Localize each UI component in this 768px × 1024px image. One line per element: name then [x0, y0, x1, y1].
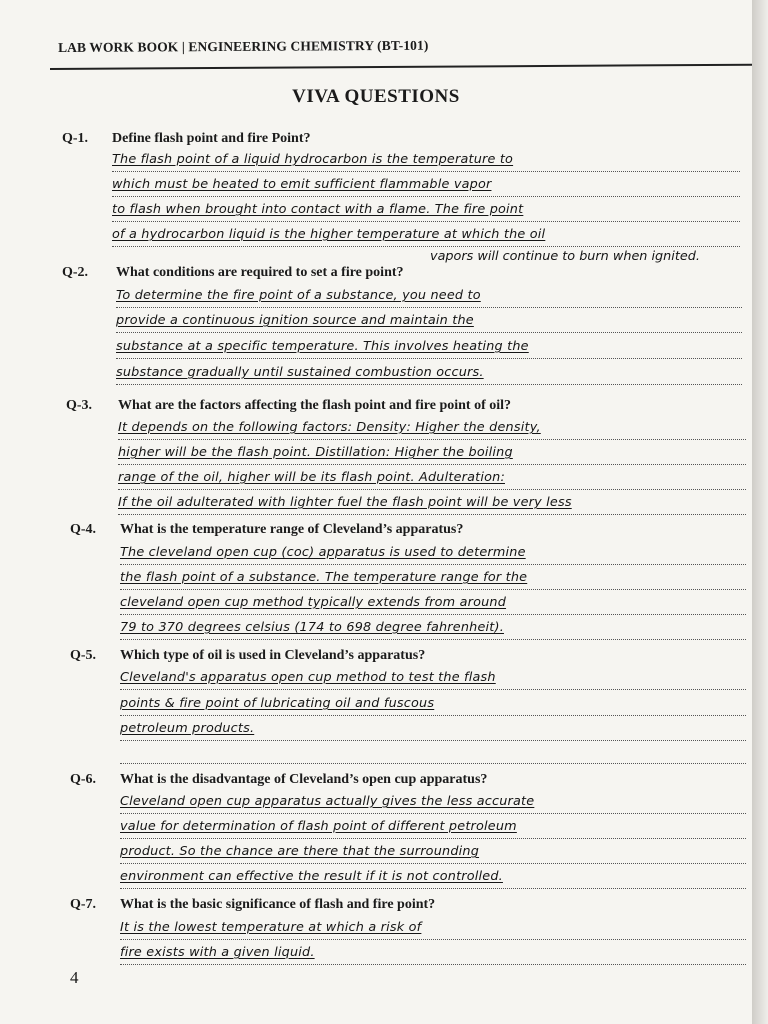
answer-line: Cleveland's apparatus open cup method to test the flash — [120, 668, 746, 690]
question-number: Q-1. — [62, 131, 89, 146]
question-number: Q-6. — [70, 772, 97, 787]
answer-line: of a hydrocarbon liquid is the higher temperature at which the oil — [112, 225, 740, 247]
page-edge-shadow — [752, 0, 768, 1024]
answer-line-blank — [120, 742, 746, 764]
question-number: Q-3. — [66, 398, 93, 413]
answer-line: range of the oil, higher will be its flash point. Adulteration: — [118, 468, 746, 490]
answer-continuation: vapors will continue to burn when ignited. — [430, 249, 700, 264]
answer-line: It is the lowest temperature at which a risk of — [120, 918, 746, 940]
answer-line: petroleum products. — [120, 719, 746, 741]
answer-line: higher will be the flash point. Distillation: Higher the boiling — [118, 443, 746, 465]
answer-line: which must be heated to emit sufficient flammable vapor — [112, 175, 740, 197]
answer-line: product. So the chance are there that the surrounding — [120, 842, 746, 864]
answer-line: substance gradually until sustained combustion occurs. — [116, 363, 742, 385]
question-number: Q-5. — [70, 648, 97, 663]
answer-line: It depends on the following factors: Density: Higher the density, — [118, 418, 746, 440]
answer-line: Cleveland open cup apparatus actually gives the less accurate — [120, 792, 746, 814]
question-number: Q-4. — [70, 522, 97, 537]
running-header: LAB WORK BOOK | ENGINEERING CHEMISTRY (BT-101) — [58, 37, 429, 55]
question-text: What is the basic significance of flash and fire point? — [120, 897, 436, 912]
answer-line: The cleveland open cup (coc) apparatus is used to determine — [120, 543, 746, 565]
answer-line: value for determination of flash point of different petroleum — [120, 817, 746, 839]
answer-line: substance at a specific temperature. This involves heating the — [116, 337, 742, 359]
answer-line: provide a continuous ignition source and maintain the — [116, 311, 742, 333]
question-text: Which type of oil is used in Cleveland’s apparatus? — [120, 648, 426, 663]
answer-line: the flash point of a substance. The temperature range for the — [120, 568, 746, 590]
answer-line: cleveland open cup method typically extends from around — [120, 593, 746, 615]
question-text: Define flash point and fire Point? — [112, 131, 311, 146]
page-title: VIVA QUESTIONS — [292, 86, 460, 107]
question-text: What conditions are required to set a fire point? — [116, 265, 404, 280]
answer-line: to flash when brought into contact with a flame. The fire point — [112, 200, 740, 222]
question-text: What is the temperature range of Cleveland’s apparatus? — [120, 522, 464, 537]
question-number: Q-2. — [62, 265, 89, 280]
answer-line: environment can effective the result if it is not controlled. — [120, 867, 746, 889]
header-rule — [50, 64, 752, 70]
question-number: Q-7. — [70, 897, 97, 912]
question-text: What are the factors affecting the flash point and fire point of oil? — [118, 398, 512, 413]
answer-line: fire exists with a given liquid. — [120, 943, 746, 965]
page-number: 4 — [70, 968, 79, 987]
answer-line: 79 to 370 degrees celsius (174 to 698 degree fahrenheit). — [120, 618, 746, 640]
question-text: What is the disadvantage of Cleveland’s open cup apparatus? — [120, 772, 488, 787]
answer-line: points & fire point of lubricating oil and fuscous — [120, 694, 746, 716]
answer-line: To determine the fire point of a substance, you need to — [116, 286, 742, 308]
answer-line: The flash point of a liquid hydrocarbon is the temperature to — [112, 150, 740, 172]
answer-line: If the oil adulterated with lighter fuel the flash point will be very less — [118, 493, 746, 515]
